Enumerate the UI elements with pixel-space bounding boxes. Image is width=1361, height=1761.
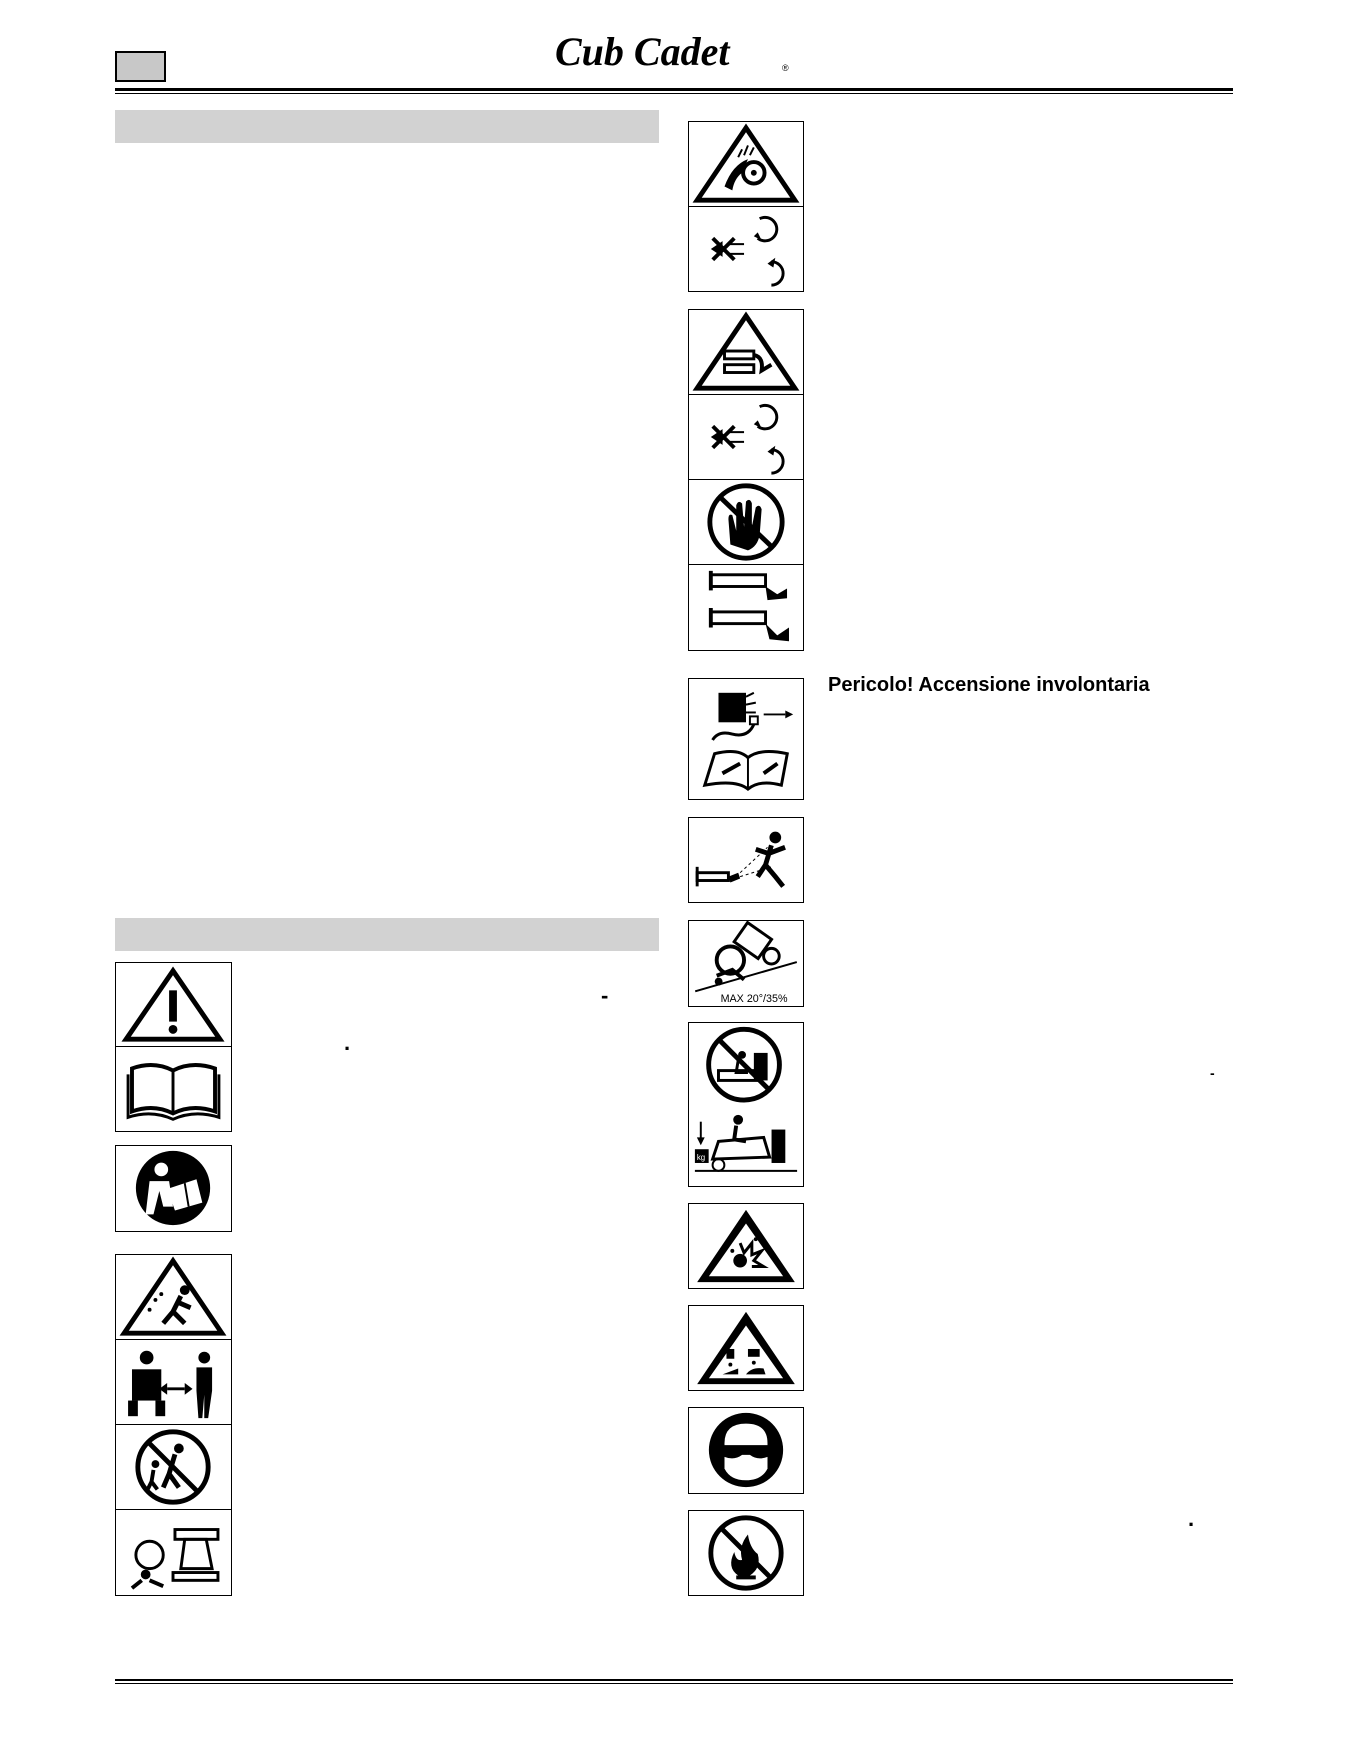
- keep-distance-icon: [115, 1339, 232, 1425]
- ignition-hazard-heading: Pericolo! Accensione involontaria: [828, 674, 1150, 696]
- section-bar-1: [115, 110, 659, 143]
- stop-rotation-icon-2: [688, 394, 804, 480]
- stray-dash-mark: -: [601, 983, 609, 1008]
- read-manual-icon: [115, 1145, 232, 1232]
- manual-book-icon: [115, 1046, 232, 1132]
- stray-dot-mark: .: [344, 1030, 351, 1055]
- section-bar-2: [115, 918, 659, 951]
- crushing-warning-icon: [688, 309, 804, 395]
- entanglement-warning-icon: [688, 121, 804, 207]
- stop-rotation-icon: [688, 206, 804, 292]
- warning-triangle-icon: [115, 962, 232, 1048]
- counterweight-icon: [688, 1022, 804, 1187]
- page-number-box: [115, 51, 166, 82]
- logo-text: Cub Cadet: [555, 29, 730, 73]
- explosion-warning-icon: [688, 1203, 804, 1289]
- no-children-icon: [115, 1424, 232, 1510]
- stray-dot-mark-2: .: [1188, 1506, 1195, 1531]
- reversing-hazard-icon: [115, 1509, 232, 1596]
- eye-protection-icon: [688, 1407, 804, 1494]
- registered-mark: ®: [782, 63, 789, 73]
- thrown-objects-icon: [688, 817, 804, 903]
- weight-label: kg: [696, 1153, 706, 1163]
- header-rule: [115, 88, 1233, 91]
- footer-rule-thin: [115, 1683, 1233, 1684]
- header-rule-thin: [115, 93, 1233, 94]
- no-open-flame-icon: [688, 1510, 804, 1596]
- footer-rule: [115, 1679, 1233, 1681]
- stray-dash-mark-2: -: [1210, 1065, 1215, 1081]
- thrown-objects-warning-icon: [115, 1254, 232, 1340]
- slope-limit-label: MAX 20°/35%: [720, 993, 788, 1006]
- no-touch-hand-icon: [688, 479, 804, 565]
- rollover-slope-icon: [688, 920, 804, 1007]
- cub-cadet-logo: [551, 28, 796, 73]
- disconnect-spark-plug-icon: [688, 678, 804, 800]
- deck-feet-hazard-icon: [688, 564, 804, 651]
- corrosive-warning-icon: [688, 1305, 804, 1391]
